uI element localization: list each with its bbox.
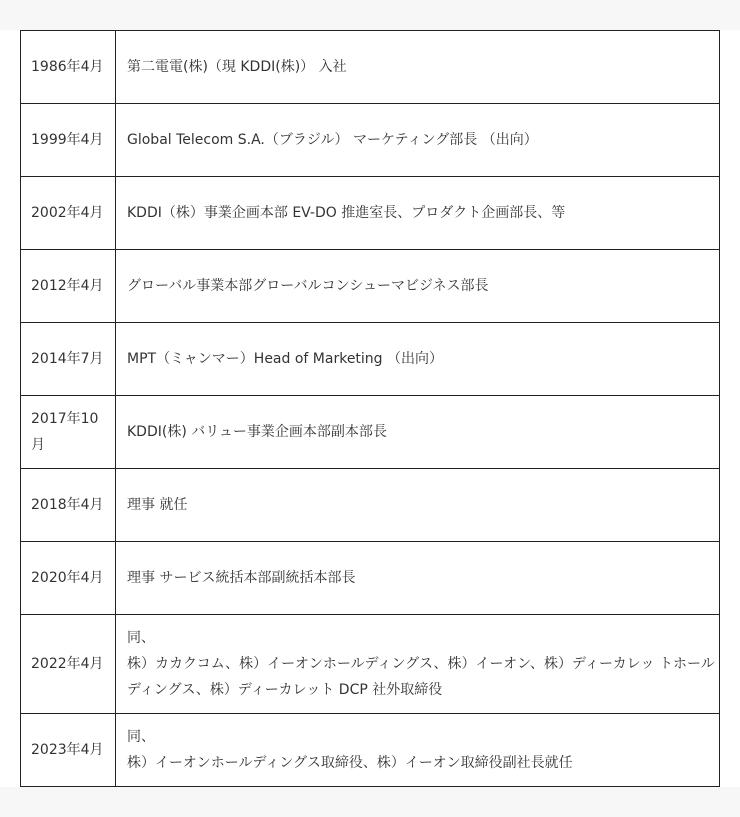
description-line: Global Telecom S.A.（ブラジル） マーケティング部長 （出向） <box>127 132 538 148</box>
table-row <box>21 31 720 104</box>
description-cell <box>116 615 720 714</box>
description-line: 株）カカクコム、株）イーオンホールディングス、株）イーオン、株）ディーカレッ トホールディングス、株）ディーカレット DCP 社外取締役 <box>127 656 715 698</box>
date-cell: 2023年4月 <box>21 714 116 787</box>
description-line: 第二電電(株)（現 KDDI(株)） 入社 <box>127 59 347 75</box>
description-line: 理事 就任 <box>127 497 188 513</box>
date-cell: 2020年4月 <box>21 542 116 615</box>
description-cell <box>116 542 720 615</box>
table-row <box>21 542 720 615</box>
date-cell: 1999年4月 <box>21 104 116 177</box>
description-cell <box>116 469 720 542</box>
description-line: KDDI(株) バリュー事業企画本部副本部長 <box>127 424 387 440</box>
date-cell: 2022年4月 <box>21 615 116 714</box>
description-line: グローバル事業本部グローバルコンシューマビジネス部長 <box>127 278 489 294</box>
description-line: 同、 <box>127 729 155 745</box>
date-cell: 1986年4月 <box>21 31 116 104</box>
date-cell: 2017年10月 <box>21 396 116 469</box>
table-row <box>21 469 720 542</box>
description-cell <box>116 250 720 323</box>
description-line: 同、 <box>127 630 155 646</box>
description-cell <box>116 714 720 787</box>
description-cell <box>116 323 720 396</box>
table-row <box>21 396 720 469</box>
description-cell <box>116 177 720 250</box>
table-row <box>21 615 720 714</box>
date-cell: 2002年4月 <box>21 177 116 250</box>
description-line: 株）イーオンホールディングス取締役、株）イーオン取締役副社長就任 <box>127 755 573 771</box>
description-cell <box>116 31 720 104</box>
description-cell <box>116 104 720 177</box>
date-cell: 2018年4月 <box>21 469 116 542</box>
description-line: 理事 サービス統括本部副統括本部長 <box>127 570 356 586</box>
table-row <box>21 323 720 396</box>
date-cell: 2014年7月 <box>21 323 116 396</box>
description-line: KDDI（株）事業企画本部 EV-DO 推進室長、プロダクト企画部長、等 <box>127 205 566 221</box>
career-table <box>20 30 720 787</box>
date-cell: 2012年4月 <box>21 250 116 323</box>
table-row <box>21 714 720 787</box>
table-row <box>21 104 720 177</box>
description-line: MPT（ミャンマー）Head of Marketing （出向） <box>127 351 444 367</box>
table-row <box>21 177 720 250</box>
description-cell <box>116 396 720 469</box>
table-row <box>21 250 720 323</box>
